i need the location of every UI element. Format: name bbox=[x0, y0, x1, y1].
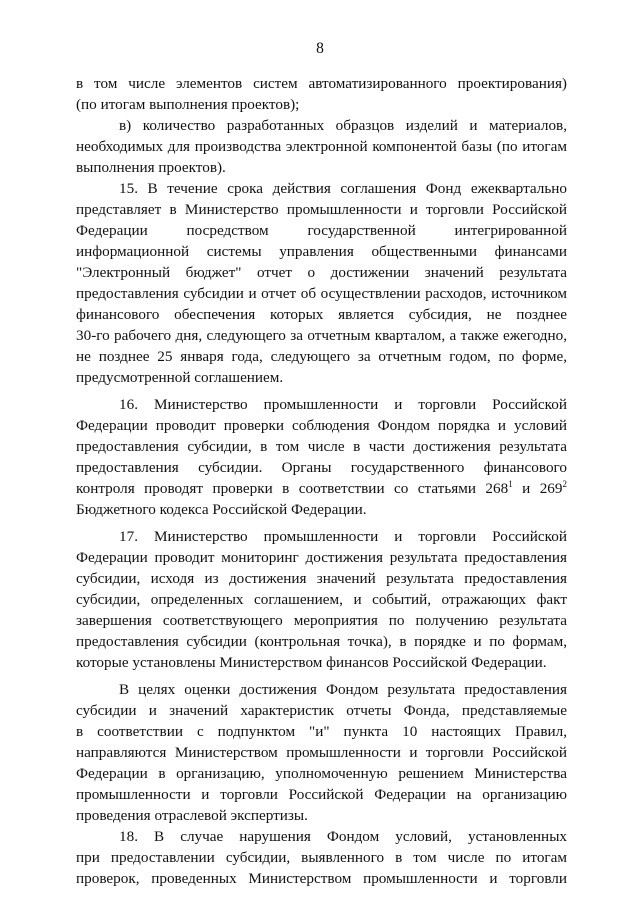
text-line: субсидии и значений характеристик отчеты Фонда, представляемые bbox=[76, 702, 567, 719]
paragraph-15 bbox=[76, 178, 567, 388]
document-body bbox=[76, 73, 567, 889]
text-line: не позднее 25 января года, следующего за отчетным годом, по форме, bbox=[76, 348, 567, 365]
text-line: представляет в Министерство промышленности и торговли Российской bbox=[76, 201, 567, 218]
text-line: 15. В течение срока действия соглашения Фонд ежеквартально bbox=[119, 180, 567, 197]
text-line: предусмотренной соглашением. bbox=[76, 369, 284, 386]
text-line: завершения соответствующего мероприятия по получению результата bbox=[76, 612, 567, 629]
paragraph-17 bbox=[76, 526, 567, 673]
text-line: необходимых для производства электронной компонентой базы (по итогам bbox=[76, 138, 567, 155]
paragraph-16 bbox=[76, 394, 567, 520]
text-line: в том числе элементов систем автоматизированного проектирования) bbox=[76, 75, 567, 92]
text-line: предоставления субсидии (контрольная точка), в порядке и по формам, bbox=[76, 633, 567, 650]
text-line: 17. Министерство промышленности и торговли Российской bbox=[119, 528, 567, 545]
text-line: в) количество разработанных образцов изделий и материалов, bbox=[119, 117, 567, 134]
text-line: 30-го рабочего дня, следующего за отчетным кварталом, а также ежегодно, bbox=[76, 327, 567, 344]
text-line-with-footnote-refs bbox=[76, 478, 567, 499]
text-line: информационной системы управления общественными финансами bbox=[76, 243, 567, 260]
text-line: "Электронный бюджет" отчет о достижении значений результата bbox=[76, 264, 567, 281]
text-line: Федерации в организацию, уполномоченную решением Министерства bbox=[76, 765, 567, 782]
text-line: проведения отраслевой экспертизы. bbox=[76, 807, 308, 824]
text-line: Федерации проводит мониторинг достижения результата предоставления bbox=[76, 549, 567, 566]
text-line: 16. Министерство промышленности и торговли Российской bbox=[119, 396, 567, 413]
text-segment: и 269 bbox=[512, 480, 563, 497]
superscript: 2 bbox=[562, 479, 567, 489]
text-line: предоставления субсидии, в том числе в части достижения результата bbox=[76, 438, 567, 455]
text-line: направляются Министерством промышленности и торговли Российской bbox=[76, 744, 567, 761]
text-segment: контроля проводят проверки в соответствии со статьями 268 bbox=[76, 480, 509, 497]
text-line: (по итогам выполнения проектов); bbox=[76, 96, 300, 113]
text-line: Бюджетного кодекса Российской Федерации. bbox=[76, 501, 367, 518]
paragraph-evaluation bbox=[76, 679, 567, 826]
text-line: субсидии, исходя из достижения значений результата предоставления bbox=[76, 570, 567, 587]
paragraph-item-v bbox=[76, 115, 567, 178]
text-line: выполнения проектов). bbox=[76, 159, 226, 176]
text-line: Федерации посредством государственной интегрированной bbox=[76, 222, 567, 239]
text-line: В целях оценки достижения Фондом результата предоставления bbox=[119, 681, 567, 698]
text-line: финансового обеспечения которых является субсидия, не позднее bbox=[76, 306, 567, 323]
superscript: 1 bbox=[508, 479, 513, 489]
text-line: 18. В случае нарушения Фондом условий, установленных bbox=[119, 828, 567, 845]
text-line: Федерации проводит проверки соблюдения Фондом порядка и условий bbox=[76, 417, 567, 434]
text-line: субсидии, определенных соглашением, и событий, отражающих факт bbox=[76, 591, 567, 608]
text-line: при предоставлении субсидии, выявленного в том числе по итогам bbox=[76, 849, 567, 866]
text-line: в соответствии с подпунктом "и" пункта 10 настоящих Правил, bbox=[76, 723, 567, 740]
text-line: проверок, проведенных Министерством промышленности и торговли bbox=[76, 870, 567, 887]
paragraph-18 bbox=[76, 826, 567, 889]
paragraph-continuation bbox=[76, 73, 567, 115]
text-line: промышленности и торговли Российской Федерации на организацию bbox=[76, 786, 567, 803]
text-line: предоставления субсидии. Органы государственного финансового bbox=[76, 459, 567, 476]
page-number: 8 bbox=[316, 40, 324, 57]
text-line: предоставления субсидии и отчет об осуществлении расходов, источником bbox=[76, 285, 567, 302]
text-line: которые установлены Министерством финансов Российской Федерации. bbox=[76, 654, 547, 671]
